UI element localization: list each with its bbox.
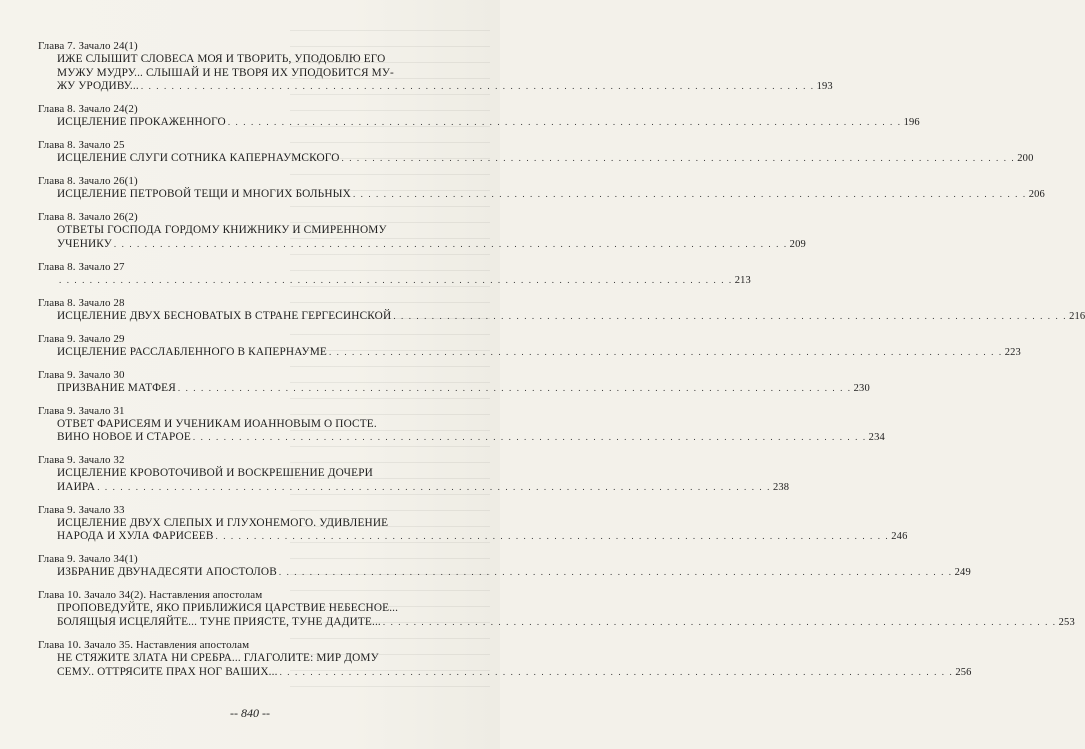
toc-entry-page-number: 249: [954, 567, 971, 579]
toc-entry-body: [38, 516, 908, 544]
toc-entry-title-line: ОТВЕТ ФАРИСЕЯМ И УЧЕНИКАМ ИОАННОВЫМ О ПОСТЕ.: [57, 417, 377, 430]
toc-entry-last-line: [57, 152, 1034, 166]
dot-leader: . . . . . . . . . . . . . . . . . . . . . . . . . . . . . . . . . . . . . . . . . . . . . . . . . . . . . . . . . . . . . . . . . . . . . . . . . . . . . . . . . . . . . . . .: [177, 382, 852, 393]
toc-entry-last-line: [57, 188, 1045, 202]
toc-entry-last-line: [57, 480, 790, 495]
toc-entry: [38, 296, 1085, 324]
toc-entry-title-end: ЖУ УРОДИВУ...: [57, 80, 139, 93]
toc-entry-page-number: 234: [868, 432, 885, 444]
toc-entry-page-number: 238: [772, 481, 790, 493]
toc-entry-page-number: 209: [789, 238, 806, 250]
toc-entry-body: [38, 274, 751, 288]
dot-leader: . . . . . . . . . . . . . . . . . . . . . . . . . . . . . . . . . . . . . . . . . . . . . . . . . . . . . . . . . . . . . . . . . . . . . . . . . . . . . . . . . . . . . . . .: [227, 117, 902, 128]
dot-leader: . . . . . . . . . . . . . . . . . . . . . . . . . . . . . . . . . . . . . . . . . . . . . . . . . . . . . . . . . . . . . . . . . . . . . . . . . . . . . . . . . . . . . . . .: [382, 616, 1057, 627]
toc-entry-last-line: [57, 345, 1021, 360]
toc-entry-title-line: ИСЦЕЛЕНИЕ КРОВОТОЧИВОЙ И ВОСКРЕШЕНИЕ ДОЧЕРИ: [57, 467, 373, 480]
toc-entry-title-end: ИАИРА: [57, 480, 96, 493]
toc-entry-last-line: [57, 665, 972, 680]
toc-entry-page-number: 223: [1004, 346, 1021, 358]
toc-entry-page-number: 253: [1058, 616, 1075, 628]
toc-entry: [38, 260, 751, 288]
toc-entry-body: [38, 651, 972, 679]
toc-entry-body: [38, 602, 1075, 629]
dot-leader: . . . . . . . . . . . . . . . . . . . . . . . . . . . . . . . . . . . . . . . . . . . . . . . . . . . . . . . . . . . . . . . . . . . . . . . . . . . . . . . . . . . . . . . .: [215, 531, 890, 542]
toc-entry-title-end: НАРОДА И ХУЛА ФАРИСЕЕВ: [57, 530, 214, 543]
toc-entry-last-line: [57, 80, 833, 94]
toc-entry-title-line: ОТВЕТЫ ГОСПОДА ГОРДОМУ КНИЖНИКУ И СМИРЕННОМУ: [57, 224, 387, 237]
toc-entry: [38, 211, 806, 251]
toc-entry-last-line: [57, 274, 751, 288]
toc-entry: [38, 454, 790, 494]
dot-leader: . . . . . . . . . . . . . . . . . . . . . . . . . . . . . . . . . . . . . . . . . . . . . . . . . . . . . . . . . . . . . . . . . . . . . . . . . . . . . . . . . . . . . . . .: [279, 666, 954, 677]
toc-entry-body: [38, 566, 971, 580]
toc-entry-heading: Глава 8. Зачало 25: [38, 139, 125, 152]
toc-entry-heading: Глава 10. Зачало 34(2). Наставления апостолам: [38, 589, 263, 602]
toc-entry-page-number: 200: [1017, 153, 1034, 165]
toc-entry-heading: Глава 9. Зачало 33: [38, 503, 125, 516]
toc-entry-body: [38, 381, 870, 396]
toc-entry-last-line: [57, 566, 971, 580]
toc-entry: [38, 103, 920, 130]
toc-entry-title-end: ИСЦЕЛЕНИЕ СЛУГИ СОТНИКА КАПЕРНАУМСКОГО: [57, 152, 340, 165]
toc-entry: [38, 40, 833, 94]
dot-leader: . . . . . . . . . . . . . . . . . . . . . . . . . . . . . . . . . . . . . . . . . . . . . . . . . . . . . . . . . . . . . . . . . . . . . . . . . . . . . . . . . . . . . . . .: [278, 567, 953, 578]
toc-entry-body: [38, 116, 920, 130]
toc-entry-title-end: ИЗБРАНИЕ ДВУНАДЕСЯТИ АПОСТОЛОВ: [57, 566, 277, 579]
toc-entry-title-line: ИСЦЕЛЕНИЕ ДВУХ СЛЕПЫХ И ГЛУХОНЕМОГО. УДИВЛЕНИЕ: [57, 516, 389, 529]
toc-entry: [38, 589, 1075, 629]
dot-leader: . . . . . . . . . . . . . . . . . . . . . . . . . . . . . . . . . . . . . . . . . . . . . . . . . . . . . . . . . . . . . . . . . . . . . . . . . . . . . . . . . . . . . . . .: [59, 274, 733, 285]
toc-entry: [38, 638, 972, 679]
dot-leader: . . . . . . . . . . . . . . . . . . . . . . . . . . . . . . . . . . . . . . . . . . . . . . . . . . . . . . . . . . . . . . . . . . . . . . . . . . . . . . . . . . . . . . . .: [192, 432, 867, 443]
toc-entry-heading: Глава 9. Зачало 29: [38, 332, 125, 345]
toc-entry: [38, 332, 1021, 360]
page-number-right-dash: --: [259, 706, 270, 720]
dot-leader: . . . . . . . . . . . . . . . . . . . . . . . . . . . . . . . . . . . . . . . . . . . . . . . . . . . . . . . . . . . . . . . . . . . . . . . . . . . . . . . . . . . . . . . .: [97, 481, 771, 492]
toc-entry-title-line: ПРОПОВЕДУЙТЕ, ЯКО ПРИБЛИЖИСЯ ЦАРСТВИЕ НЕБЕСНОЕ...: [57, 602, 399, 615]
toc-entry-title-end: ИСЦЕЛЕНИЕ РАССЛАБЛЕННОГО В КАПЕРНАУМЕ: [57, 345, 327, 358]
dot-leader: . . . . . . . . . . . . . . . . . . . . . . . . . . . . . . . . . . . . . . . . . . . . . . . . . . . . . . . . . . . . . . . . . . . . . . . . . . . . . . . . . . . . . . . .: [328, 346, 1003, 357]
dot-leader: . . . . . . . . . . . . . . . . . . . . . . . . . . . . . . . . . . . . . . . . . . . . . . . . . . . . . . . . . . . . . . . . . . . . . . . . . . . . . . . . . . . . . . . .: [393, 310, 1068, 321]
toc-entry-heading: Глава 9. Зачало 30: [38, 368, 125, 381]
page-number-value: 840: [241, 706, 259, 720]
toc-entry-heading: Глава 9. Зачало 32: [38, 454, 125, 467]
table-of-contents: [38, 40, 1085, 689]
toc-entry-last-line: [57, 309, 1085, 324]
toc-entry: [38, 404, 885, 445]
toc-entry-page-number: 213: [734, 274, 751, 286]
toc-entry-page-number: 193: [816, 81, 833, 93]
toc-entry-heading: Глава 7. Зачало 24(1): [38, 40, 138, 52]
toc-entry-title-end: УЧЕНИКУ: [57, 237, 112, 250]
page-number: [0, 706, 500, 721]
toc-entry-page-number: 216: [1069, 310, 1085, 322]
toc-entry-title-line: МУЖУ МУДРУ... СЛЫШАЙ И НЕ ТВОРЯ ИХ УПОДОБИТСЯ МУ-: [57, 66, 394, 79]
toc-entry-body: [38, 152, 1034, 166]
toc-entry-body: [38, 417, 885, 445]
toc-entry-last-line: [57, 615, 1075, 630]
toc-entry-title-line: НЕ СТЯЖИТЕ ЗЛАТА НИ СРЕБРА... ГЛАГОЛИТЕ: МИР ДОМУ: [57, 651, 379, 664]
dot-leader: . . . . . . . . . . . . . . . . . . . . . . . . . . . . . . . . . . . . . . . . . . . . . . . . . . . . . . . . . . . . . . . . . . . . . . . . . . . . . . . . . . . . . . . .: [113, 238, 788, 249]
toc-entry-title-end: ИСЦЕЛЕНИЕ ПРОКАЖЕННОГО: [57, 116, 226, 129]
toc-entry-body: [38, 53, 833, 94]
toc-entry-page-number: 196: [903, 117, 920, 129]
toc-entry: [38, 139, 1034, 166]
dot-leader: . . . . . . . . . . . . . . . . . . . . . . . . . . . . . . . . . . . . . . . . . . . . . . . . . . . . . . . . . . . . . . . . . . . . . . . . . . . . . . . . . . . . . . . .: [140, 81, 815, 92]
toc-entry: [38, 175, 1045, 202]
toc-entry-page-number: 230: [853, 382, 870, 394]
toc-entry-heading: Глава 9. Зачало 31: [38, 404, 125, 417]
toc-entry-title-end: СЕМУ.. ОТТРЯСИТЕ ПРАХ НОГ ВАШИХ...: [57, 665, 278, 678]
toc-entry-title-end: ИСЦЕЛЕНИЕ ПЕТРОВОЙ ТЕЩИ И МНОГИХ БОЛЬНЫХ: [57, 188, 351, 201]
toc-entry-body: [38, 224, 806, 251]
toc-entry-title-end: БОЛЯЩЫЯ ИСЦЕЛЯЙТЕ... ТУНЕ ПРИЯСТЕ, ТУНЕ ДАДИТЕ...: [57, 615, 381, 628]
toc-entry-heading: Глава 8. Зачало 28: [38, 296, 125, 309]
toc-entry-heading: Глава 8. Зачало 26(1): [38, 175, 138, 188]
toc-entry-heading: Глава 10. Зачало 35. Наставления апостолам: [38, 638, 250, 651]
toc-entry-title-line: ИЖЕ СЛЫШИТ СЛОВЕСА МОЯ И ТВОРИТЬ, УПОДОБЛЮ ЕГО: [57, 53, 386, 65]
toc-entry-page-number: 246: [891, 531, 908, 543]
dot-leader: . . . . . . . . . . . . . . . . . . . . . . . . . . . . . . . . . . . . . . . . . . . . . . . . . . . . . . . . . . . . . . . . . . . . . . . . . . . . . . . . . . . . . . . .: [341, 153, 1016, 164]
toc-entry-body: [38, 345, 1021, 360]
toc-entry: [38, 368, 870, 396]
dot-leader: . . . . . . . . . . . . . . . . . . . . . . . . . . . . . . . . . . . . . . . . . . . . . . . . . . . . . . . . . . . . . . . . . . . . . . . . . . . . . . . . . . . . . . . .: [352, 189, 1027, 200]
toc-entry-page-number: 256: [955, 666, 972, 678]
toc-entry-last-line: [57, 237, 806, 252]
toc-entry-last-line: [57, 530, 908, 544]
toc-entry-heading: Глава 9. Зачало 34(1): [38, 553, 138, 566]
toc-entry: [38, 503, 908, 544]
toc-entry-last-line: [57, 381, 870, 396]
toc-entry-last-line: [57, 431, 885, 445]
toc-entry-title-end: ИСЦЕЛЕНИЕ ДВУХ БЕСНОВАТЫХ В СТРАНЕ ГЕРГЕСИНСКОЙ: [57, 309, 392, 322]
toc-entry-body: [38, 467, 790, 494]
toc-entry-heading: Глава 8. Зачало 24(2): [38, 103, 138, 116]
toc-entry-last-line: [57, 116, 920, 130]
toc-entry-heading: Глава 8. Зачало 26(2): [38, 211, 138, 224]
toc-entry-heading: Глава 8. Зачало 27: [38, 260, 125, 273]
toc-entry: [38, 553, 971, 580]
toc-entry-title-end: ПРИЗВАНИЕ МАТФЕЯ: [57, 381, 176, 394]
toc-entry-page-number: 206: [1028, 189, 1045, 201]
toc-entry-body: [38, 309, 1085, 324]
toc-entry-body: [38, 188, 1045, 202]
toc-entry-title-end: ВИНО НОВОЕ И СТАРОЕ: [57, 431, 191, 444]
page-number-left-dash: --: [230, 706, 241, 720]
